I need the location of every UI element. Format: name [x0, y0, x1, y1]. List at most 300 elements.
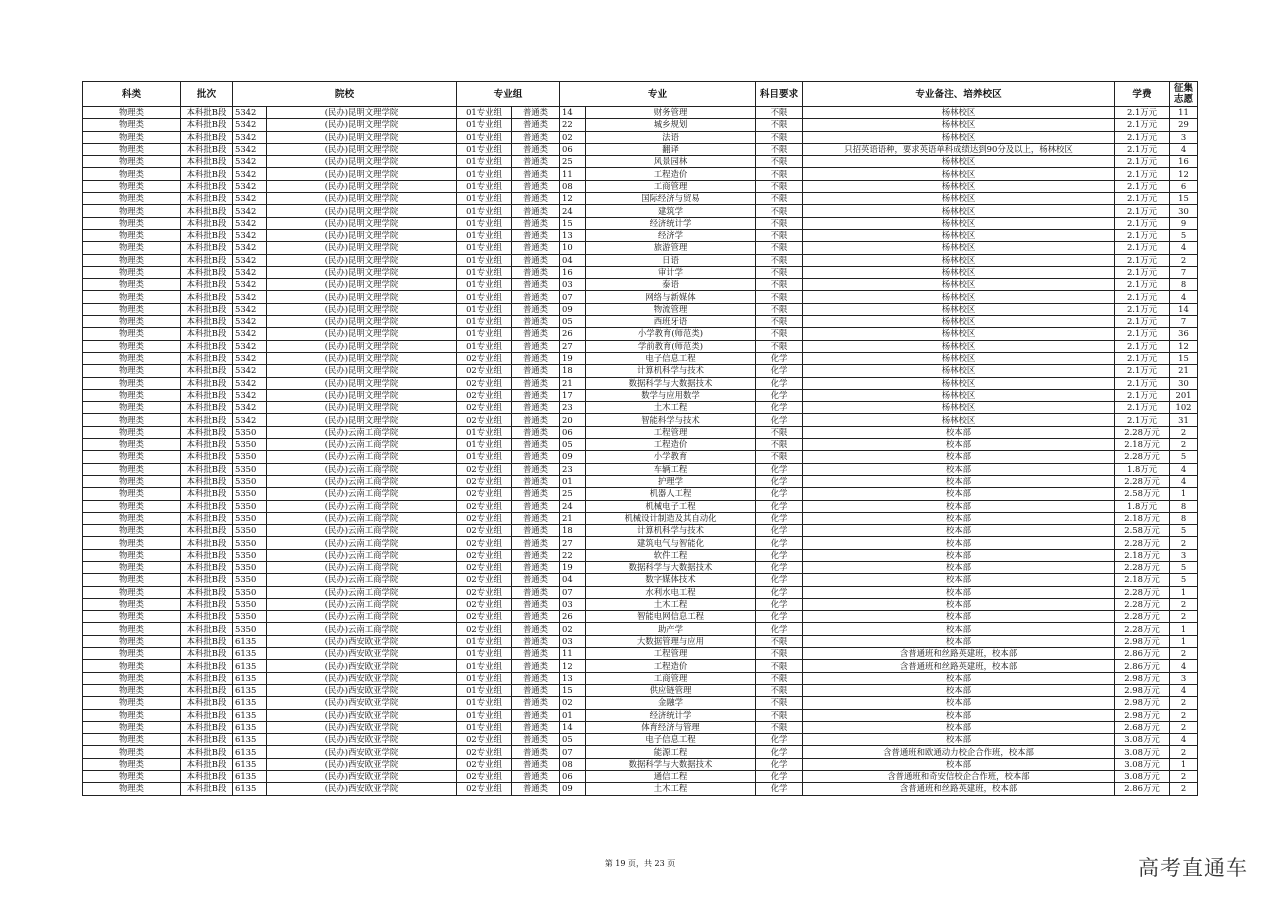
- cell-major-name: 智能电网信息工程: [586, 611, 756, 623]
- cell-remark: 杨林校区: [803, 279, 1115, 291]
- cell-major-code: 02: [560, 697, 586, 709]
- cell-subject-requirement: 不限: [756, 217, 803, 229]
- cell-batch: 本科批B段: [181, 537, 233, 549]
- cell-major-code: 08: [560, 180, 586, 192]
- cell-tuition: 2.28万元: [1115, 475, 1170, 487]
- cell-school-code: 5350: [233, 561, 267, 573]
- cell-tuition: 1.8万元: [1115, 500, 1170, 512]
- cell-group: 01专业组: [457, 303, 512, 315]
- cell-remark: 校本部: [803, 709, 1115, 721]
- table-row: [83, 500, 1198, 512]
- cell-tuition: 2.58万元: [1115, 525, 1170, 537]
- cell-category: 物理类: [83, 143, 181, 155]
- cell-batch: 本科批B段: [181, 746, 233, 758]
- cell-school-code: 5350: [233, 500, 267, 512]
- cell-batch: 本科批B段: [181, 402, 233, 414]
- table-row: [83, 143, 1198, 155]
- cell-subject-requirement: 不限: [756, 635, 803, 647]
- cell-batch: 本科批B段: [181, 242, 233, 254]
- cell-school-code: 5342: [233, 389, 267, 401]
- cell-tuition: 2.1万元: [1115, 107, 1170, 119]
- cell-tuition: 2.1万元: [1115, 131, 1170, 143]
- cell-tuition: 2.1万元: [1115, 266, 1170, 278]
- cell-school-code: 6135: [233, 684, 267, 696]
- cell-subject-requirement: 化学: [756, 377, 803, 389]
- cell-batch: 本科批B段: [181, 709, 233, 721]
- cell-batch: 本科批B段: [181, 451, 233, 463]
- cell-batch: 本科批B段: [181, 439, 233, 451]
- cell-major-name: 数学与应用数学: [586, 389, 756, 401]
- table-row: [83, 316, 1198, 328]
- cell-quota: 102: [1170, 402, 1198, 414]
- cell-group-type: 普通类: [512, 439, 560, 451]
- cell-category: 物理类: [83, 193, 181, 205]
- cell-major-code: 22: [560, 119, 586, 131]
- cell-category: 物理类: [83, 488, 181, 500]
- cell-major-name: 工程造价: [586, 439, 756, 451]
- cell-major-code: 27: [560, 537, 586, 549]
- cell-subject-requirement: 化学: [756, 463, 803, 475]
- cell-remark: 校本部: [803, 697, 1115, 709]
- cell-major-name: 泰语: [586, 279, 756, 291]
- table-row: [83, 389, 1198, 401]
- cell-group: 02专业组: [457, 500, 512, 512]
- cell-category: 物理类: [83, 721, 181, 733]
- cell-major-name: 电子信息工程: [586, 734, 756, 746]
- cell-tuition: 2.86万元: [1115, 783, 1170, 795]
- cell-subject-requirement: 化学: [756, 623, 803, 635]
- cell-school-name: (民办)云南工商学院: [267, 525, 457, 537]
- cell-remark: 校本部: [803, 574, 1115, 586]
- cell-major-code: 26: [560, 328, 586, 340]
- cell-category: 物理类: [83, 168, 181, 180]
- cell-batch: 本科批B段: [181, 426, 233, 438]
- cell-subject-requirement: 不限: [756, 451, 803, 463]
- cell-subject-requirement: 不限: [756, 193, 803, 205]
- cell-major-name: 审计学: [586, 266, 756, 278]
- cell-category: 物理类: [83, 119, 181, 131]
- cell-major-name: 经济学: [586, 229, 756, 241]
- cell-remark: 杨林校区: [803, 352, 1115, 364]
- cell-remark: 杨林校区: [803, 156, 1115, 168]
- page-number: 第 19 页，共 23 页: [604, 859, 676, 868]
- cell-remark: 校本部: [803, 598, 1115, 610]
- cell-subject-requirement: 不限: [756, 697, 803, 709]
- cell-group: 02专业组: [457, 758, 512, 770]
- cell-batch: 本科批B段: [181, 734, 233, 746]
- table-row: [83, 426, 1198, 438]
- cell-category: 物理类: [83, 107, 181, 119]
- cell-school-name: (民办)西安欧亚学院: [267, 697, 457, 709]
- cell-subject-requirement: 化学: [756, 525, 803, 537]
- cell-school-code: 5342: [233, 242, 267, 254]
- cell-batch: 本科批B段: [181, 291, 233, 303]
- cell-remark: 杨林校区: [803, 193, 1115, 205]
- cell-quota: 2: [1170, 426, 1198, 438]
- cell-major-code: 13: [560, 229, 586, 241]
- cell-group-type: 普通类: [512, 771, 560, 783]
- cell-major-name: 数据科学与大数据技术: [586, 758, 756, 770]
- header-group: 专业组: [457, 82, 560, 107]
- cell-subject-requirement: 不限: [756, 119, 803, 131]
- cell-group-type: 普通类: [512, 512, 560, 524]
- cell-school-code: 6135: [233, 771, 267, 783]
- cell-school-name: (民办)云南工商学院: [267, 463, 457, 475]
- cell-major-code: 11: [560, 168, 586, 180]
- cell-group-type: 普通类: [512, 156, 560, 168]
- cell-school-name: (民办)西安欧亚学院: [267, 746, 457, 758]
- cell-category: 物理类: [83, 254, 181, 266]
- cell-quota: 2: [1170, 648, 1198, 660]
- cell-subject-requirement: 化学: [756, 500, 803, 512]
- cell-major-code: 04: [560, 574, 586, 586]
- cell-school-code: 5342: [233, 266, 267, 278]
- cell-group-type: 普通类: [512, 697, 560, 709]
- cell-tuition: 2.1万元: [1115, 328, 1170, 340]
- cell-major-code: 11: [560, 648, 586, 660]
- cell-subject-requirement: 不限: [756, 648, 803, 660]
- table-row: [83, 648, 1198, 660]
- cell-school-name: (民办)昆明文理学院: [267, 180, 457, 192]
- cell-quota: 6: [1170, 180, 1198, 192]
- cell-school-name: (民办)西安欧亚学院: [267, 783, 457, 795]
- cell-school-name: (民办)云南工商学院: [267, 451, 457, 463]
- cell-school-name: (民办)昆明文理学院: [267, 266, 457, 278]
- cell-group-type: 普通类: [512, 746, 560, 758]
- table-row: [83, 266, 1198, 278]
- cell-major-name: 能源工程: [586, 746, 756, 758]
- cell-group: 01专业组: [457, 697, 512, 709]
- cell-major-name: 体育经济与管理: [586, 721, 756, 733]
- cell-group: 01专业组: [457, 709, 512, 721]
- cell-major-name: 助产学: [586, 623, 756, 635]
- cell-subject-requirement: 不限: [756, 229, 803, 241]
- cell-subject-requirement: 不限: [756, 303, 803, 315]
- cell-major-code: 09: [560, 783, 586, 795]
- cell-major-name: 水利水电工程: [586, 586, 756, 598]
- cell-tuition: 2.1万元: [1115, 402, 1170, 414]
- table-row: [83, 168, 1198, 180]
- cell-group-type: 普通类: [512, 119, 560, 131]
- cell-school-code: 5342: [233, 303, 267, 315]
- cell-remark: 杨林校区: [803, 316, 1115, 328]
- cell-tuition: 2.28万元: [1115, 623, 1170, 635]
- cell-major-name: 供应链管理: [586, 684, 756, 696]
- cell-remark: 校本部: [803, 734, 1115, 746]
- cell-quota: 4: [1170, 660, 1198, 672]
- cell-category: 物理类: [83, 598, 181, 610]
- cell-group-type: 普通类: [512, 598, 560, 610]
- cell-group: 02专业组: [457, 352, 512, 364]
- cell-major-name: 计算机科学与技术: [586, 525, 756, 537]
- cell-tuition: 2.28万元: [1115, 611, 1170, 623]
- cell-subject-requirement: 化学: [756, 512, 803, 524]
- cell-group-type: 普通类: [512, 131, 560, 143]
- cell-tuition: 2.98万元: [1115, 684, 1170, 696]
- cell-remark: 含普通班和丝路英建班，校本部: [803, 783, 1115, 795]
- cell-subject-requirement: 化学: [756, 352, 803, 364]
- cell-subject-requirement: 化学: [756, 475, 803, 487]
- table-row: [83, 549, 1198, 561]
- header-row: [83, 82, 1198, 107]
- cell-school-code: 6135: [233, 783, 267, 795]
- cell-group: 02专业组: [457, 771, 512, 783]
- cell-major-code: 06: [560, 143, 586, 155]
- cell-school-code: 5342: [233, 107, 267, 119]
- cell-group: 01专业组: [457, 721, 512, 733]
- cell-major-code: 21: [560, 377, 586, 389]
- cell-subject-requirement: 化学: [756, 771, 803, 783]
- cell-major-code: 19: [560, 561, 586, 573]
- cell-category: 物理类: [83, 156, 181, 168]
- cell-group: 01专业组: [457, 254, 512, 266]
- cell-major-code: 01: [560, 475, 586, 487]
- cell-school-name: (民办)昆明文理学院: [267, 217, 457, 229]
- header-tuition: 学费: [1115, 82, 1170, 107]
- cell-remark: 校本部: [803, 611, 1115, 623]
- cell-school-code: 5350: [233, 537, 267, 549]
- cell-quota: 12: [1170, 340, 1198, 352]
- cell-subject-requirement: 不限: [756, 439, 803, 451]
- table-row: [83, 180, 1198, 192]
- cell-quota: 3: [1170, 131, 1198, 143]
- cell-group: 01专业组: [457, 279, 512, 291]
- cell-group: 01专业组: [457, 340, 512, 352]
- cell-batch: 本科批B段: [181, 352, 233, 364]
- cell-group: 01专业组: [457, 316, 512, 328]
- cell-quota: 15: [1170, 352, 1198, 364]
- cell-group-type: 普通类: [512, 783, 560, 795]
- cell-subject-requirement: 不限: [756, 426, 803, 438]
- cell-group-type: 普通类: [512, 734, 560, 746]
- table-row: [83, 672, 1198, 684]
- cell-quota: 2: [1170, 771, 1198, 783]
- cell-school-name: (民办)昆明文理学院: [267, 389, 457, 401]
- cell-quota: 11: [1170, 107, 1198, 119]
- cell-quota: 9: [1170, 217, 1198, 229]
- cell-major-code: 08: [560, 758, 586, 770]
- cell-school-name: (民办)昆明文理学院: [267, 143, 457, 155]
- cell-school-code: 5342: [233, 365, 267, 377]
- cell-school-code: 5350: [233, 574, 267, 586]
- cell-major-name: 经济统计学: [586, 217, 756, 229]
- cell-category: 物理类: [83, 316, 181, 328]
- cell-major-name: 数据科学与大数据技术: [586, 377, 756, 389]
- cell-school-code: 5342: [233, 156, 267, 168]
- cell-subject-requirement: 化学: [756, 734, 803, 746]
- cell-school-code: 5350: [233, 586, 267, 598]
- cell-quota: 36: [1170, 328, 1198, 340]
- cell-major-name: 国际经济与贸易: [586, 193, 756, 205]
- cell-school-code: 5350: [233, 488, 267, 500]
- table-row: [83, 512, 1198, 524]
- cell-group-type: 普通类: [512, 451, 560, 463]
- cell-remark: 杨林校区: [803, 291, 1115, 303]
- cell-category: 物理类: [83, 352, 181, 364]
- cell-quota: 4: [1170, 734, 1198, 746]
- cell-group: 01专业组: [457, 439, 512, 451]
- cell-school-code: 5342: [233, 131, 267, 143]
- cell-tuition: 2.1万元: [1115, 217, 1170, 229]
- cell-batch: 本科批B段: [181, 266, 233, 278]
- cell-remark: 杨林校区: [803, 402, 1115, 414]
- cell-quota: 2: [1170, 697, 1198, 709]
- cell-group-type: 普通类: [512, 475, 560, 487]
- table-row: [83, 279, 1198, 291]
- table-row: [83, 328, 1198, 340]
- cell-batch: 本科批B段: [181, 414, 233, 426]
- cell-category: 物理类: [83, 229, 181, 241]
- table-row: [83, 709, 1198, 721]
- table-row: [83, 291, 1198, 303]
- cell-school-code: 5342: [233, 279, 267, 291]
- cell-quota: 1: [1170, 635, 1198, 647]
- cell-category: 物理类: [83, 303, 181, 315]
- cell-group: 01专业组: [457, 119, 512, 131]
- cell-group: 02专业组: [457, 475, 512, 487]
- table-row: [83, 660, 1198, 672]
- cell-category: 物理类: [83, 217, 181, 229]
- table-row: [83, 611, 1198, 623]
- cell-tuition: 1.8万元: [1115, 463, 1170, 475]
- cell-group: 01专业组: [457, 107, 512, 119]
- cell-major-name: 工商管理: [586, 672, 756, 684]
- cell-group: 02专业组: [457, 598, 512, 610]
- cell-school-code: 5350: [233, 598, 267, 610]
- cell-group-type: 普通类: [512, 488, 560, 500]
- cell-school-code: 6135: [233, 697, 267, 709]
- cell-school-name: (民办)云南工商学院: [267, 574, 457, 586]
- cell-school-name: (民办)云南工商学院: [267, 512, 457, 524]
- cell-major-code: 20: [560, 414, 586, 426]
- table-row: [83, 340, 1198, 352]
- cell-group: 01专业组: [457, 156, 512, 168]
- cell-quota: 201: [1170, 389, 1198, 401]
- cell-batch: 本科批B段: [181, 525, 233, 537]
- cell-major-code: 07: [560, 586, 586, 598]
- cell-remark: 杨林校区: [803, 119, 1115, 131]
- cell-group-type: 普通类: [512, 500, 560, 512]
- cell-subject-requirement: 化学: [756, 402, 803, 414]
- cell-category: 物理类: [83, 574, 181, 586]
- cell-subject-requirement: 不限: [756, 709, 803, 721]
- header-batch: 批次: [181, 82, 233, 107]
- cell-group: 01专业组: [457, 217, 512, 229]
- table-row: [83, 242, 1198, 254]
- cell-group-type: 普通类: [512, 180, 560, 192]
- cell-group-type: 普通类: [512, 193, 560, 205]
- cell-batch: 本科批B段: [181, 107, 233, 119]
- cell-major-name: 西班牙语: [586, 316, 756, 328]
- cell-school-name: (民办)昆明文理学院: [267, 414, 457, 426]
- cell-quota: 8: [1170, 512, 1198, 524]
- cell-remark: 杨林校区: [803, 107, 1115, 119]
- cell-group: 02专业组: [457, 402, 512, 414]
- cell-remark: 含普通班和奇安信校企合作班，校本部: [803, 771, 1115, 783]
- cell-major-code: 03: [560, 598, 586, 610]
- cell-category: 物理类: [83, 561, 181, 573]
- cell-subject-requirement: 不限: [756, 316, 803, 328]
- cell-category: 物理类: [83, 549, 181, 561]
- cell-major-name: 旅游管理: [586, 242, 756, 254]
- cell-group: 01专业组: [457, 143, 512, 155]
- cell-remark: 杨林校区: [803, 303, 1115, 315]
- cell-major-name: 工程造价: [586, 168, 756, 180]
- cell-category: 物理类: [83, 266, 181, 278]
- cell-batch: 本科批B段: [181, 771, 233, 783]
- cell-quota: 21: [1170, 365, 1198, 377]
- cell-subject-requirement: 化学: [756, 574, 803, 586]
- cell-group: 01专业组: [457, 205, 512, 217]
- cell-group-type: 普通类: [512, 721, 560, 733]
- cell-quota: 7: [1170, 316, 1198, 328]
- cell-school-code: 5342: [233, 254, 267, 266]
- cell-group-type: 普通类: [512, 463, 560, 475]
- cell-group-type: 普通类: [512, 266, 560, 278]
- cell-category: 物理类: [83, 414, 181, 426]
- cell-category: 物理类: [83, 537, 181, 549]
- cell-subject-requirement: 化学: [756, 586, 803, 598]
- cell-quota: 1: [1170, 758, 1198, 770]
- cell-quota: 4: [1170, 143, 1198, 155]
- cell-school-code: 5342: [233, 414, 267, 426]
- cell-batch: 本科批B段: [181, 648, 233, 660]
- cell-quota: 4: [1170, 242, 1198, 254]
- cell-major-name: 计算机科学与技术: [586, 365, 756, 377]
- cell-group: 02专业组: [457, 574, 512, 586]
- cell-school-name: (民办)昆明文理学院: [267, 328, 457, 340]
- cell-category: 物理类: [83, 439, 181, 451]
- cell-major-name: 法语: [586, 131, 756, 143]
- cell-school-name: (民办)昆明文理学院: [267, 377, 457, 389]
- cell-quota: 1: [1170, 586, 1198, 598]
- cell-quota: 2: [1170, 783, 1198, 795]
- cell-subject-requirement: 不限: [756, 254, 803, 266]
- cell-batch: 本科批B段: [181, 721, 233, 733]
- cell-major-name: 车辆工程: [586, 463, 756, 475]
- cell-tuition: 2.1万元: [1115, 365, 1170, 377]
- cell-school-name: (民办)昆明文理学院: [267, 242, 457, 254]
- cell-major-name: 机械电子工程: [586, 500, 756, 512]
- cell-category: 物理类: [83, 131, 181, 143]
- cell-major-name: 土木工程: [586, 402, 756, 414]
- cell-school-name: (民办)云南工商学院: [267, 611, 457, 623]
- cell-major-code: 05: [560, 734, 586, 746]
- cell-quota: 30: [1170, 205, 1198, 217]
- cell-tuition: 2.1万元: [1115, 193, 1170, 205]
- cell-category: 物理类: [83, 758, 181, 770]
- cell-subject-requirement: 不限: [756, 266, 803, 278]
- cell-subject-requirement: 化学: [756, 611, 803, 623]
- cell-category: 物理类: [83, 648, 181, 660]
- table-row: [83, 107, 1198, 119]
- cell-school-name: (民办)云南工商学院: [267, 426, 457, 438]
- cell-quota: 31: [1170, 414, 1198, 426]
- cell-school-name: (民办)西安欧亚学院: [267, 771, 457, 783]
- table-row: [83, 119, 1198, 131]
- cell-major-code: 14: [560, 721, 586, 733]
- cell-category: 物理类: [83, 500, 181, 512]
- table-row: [83, 352, 1198, 364]
- cell-school-name: (民办)云南工商学院: [267, 549, 457, 561]
- cell-remark: 含普通班和丝路英建班，校本部: [803, 648, 1115, 660]
- cell-school-name: (民办)西安欧亚学院: [267, 709, 457, 721]
- cell-group: 01专业组: [457, 193, 512, 205]
- cell-school-name: (民办)昆明文理学院: [267, 156, 457, 168]
- cell-quota: 1: [1170, 623, 1198, 635]
- cell-tuition: 2.1万元: [1115, 279, 1170, 291]
- cell-batch: 本科批B段: [181, 389, 233, 401]
